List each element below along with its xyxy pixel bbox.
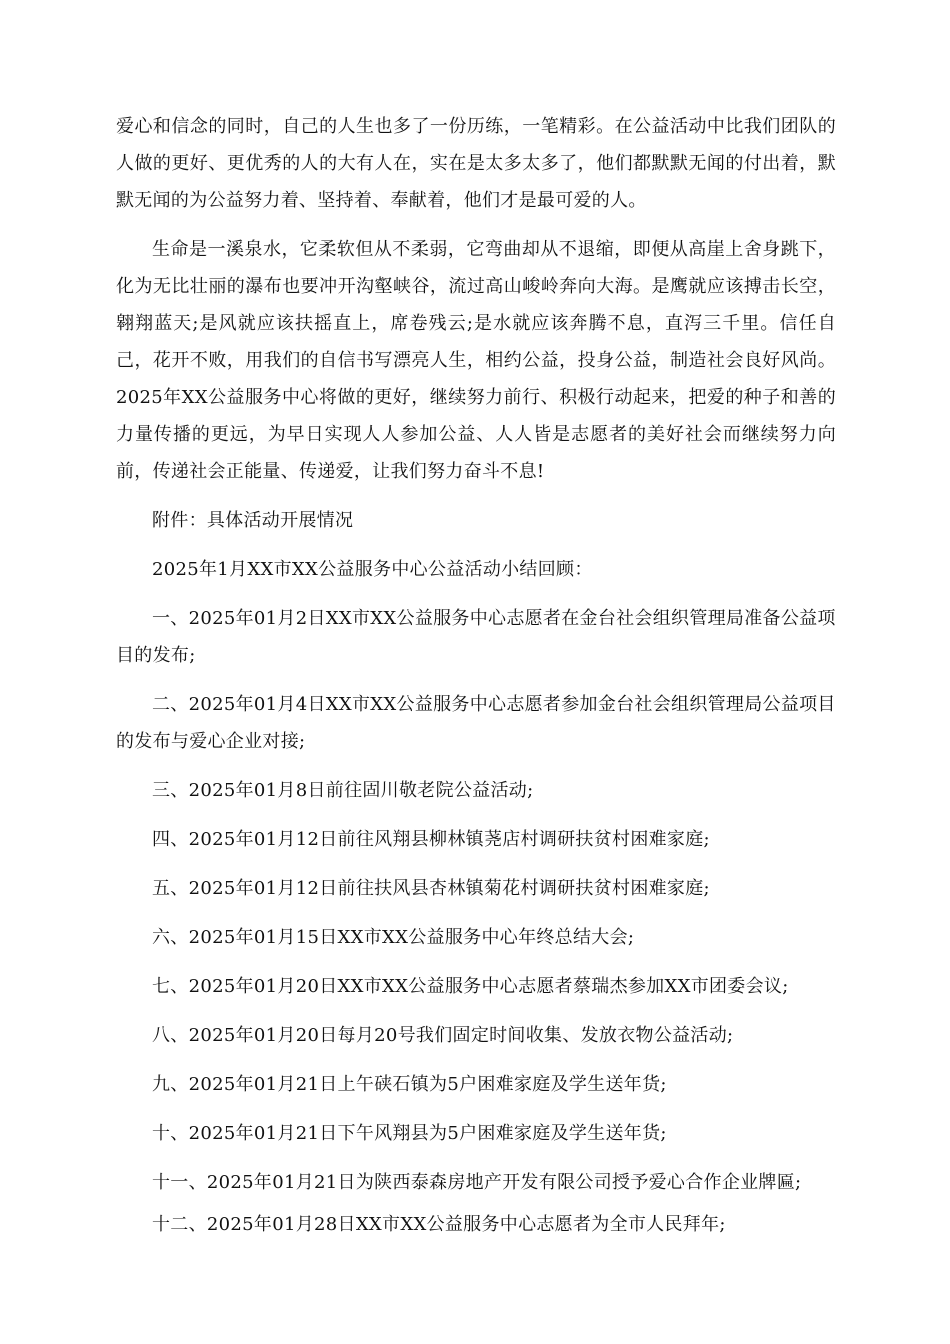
body-paragraph: 爱心和信念的同时，自己的人生也多了一份历练，一笔精彩。在公益活动中比我们团队的人做的更好、更优秀的人的大有人在，实在是太多太多了，他们都默默无闻的付出着，默默无闻的为公益努力着、坚持着、奉献着，他们才是最可爱的人。 <box>116 116 836 211</box>
list-item: 十一、2025年01月21日为陕西泰森房地产开发有限公司授予爱心合作企业牌匾; <box>152 1172 802 1193</box>
summary-heading: 2025年1月XX市XX公益服务中心公益活动小结回顾： <box>152 559 593 580</box>
activity-list <box>116 600 836 1243</box>
body-paragraph: 生命是一溪泉水，它柔软但从不柔弱，它弯曲却从不退缩，即便从高崖上舍身跳下，化为无比壮丽的瀑布也要冲开沟壑峡谷，流过高山峻岭奔向大海。是鹰就应该搏击长空，翱翔蓝天;是风就应该扶摇直上，席卷残云;是水就应该奔腾不息，直泻三千里。信任自己，花开不败，用我们的自信书写漂亮人生，相约公益，投身公益，制造社会良好风尚。2025年XX公益服务中心将做的更好，继续努力前行、积极行动起来，把爱的种子和善的力量传播的更远，为早日实现人人参加公益、人人皆是志愿者的美好社会而继续努力向前，传递社会正能量、传递爱，让我们努力奋斗不息! <box>116 239 836 482</box>
list-item: 二、2025年01月4日XX市XX公益服务中心志愿者参加金台社会组织管理局公益项目的发布与爱心企业对接; <box>116 694 836 752</box>
list-item: 一、2025年01月2日XX市XX公益服务中心志愿者在金台社会组织管理局准备公益项目的发布; <box>116 608 836 666</box>
document-page <box>116 108 836 1243</box>
list-item: 八、2025年01月20日每月20号我们固定时间收集、发放衣物公益活动; <box>152 1025 734 1046</box>
attachment-heading: 附件：具体活动开展情况 <box>152 510 354 531</box>
list-item: 十、2025年01月21日下午风翔县为5户困难家庭及学生送年货; <box>152 1123 667 1144</box>
list-item: 五、2025年01月12日前往扶风县杏林镇菊花村调研扶贫村困难家庭; <box>152 878 710 899</box>
list-item: 十二、2025年01月28日XX市XX公益服务中心志愿者为全市人民拜年; <box>152 1214 726 1235</box>
list-item: 四、2025年01月12日前往风翔县柳林镇荛店村调研扶贫村困难家庭; <box>152 829 710 850</box>
list-item: 三、2025年01月8日前往固川敬老院公益活动; <box>152 780 534 801</box>
list-item: 六、2025年01月15日XX市XX公益服务中心年终总结大会; <box>152 927 635 948</box>
list-item: 九、2025年01月21日上午硖石镇为5户困难家庭及学生送年货; <box>152 1074 667 1095</box>
list-item: 七、2025年01月20日XX市XX公益服务中心志愿者蔡瑞杰参加XX市团委会议; <box>152 976 789 997</box>
